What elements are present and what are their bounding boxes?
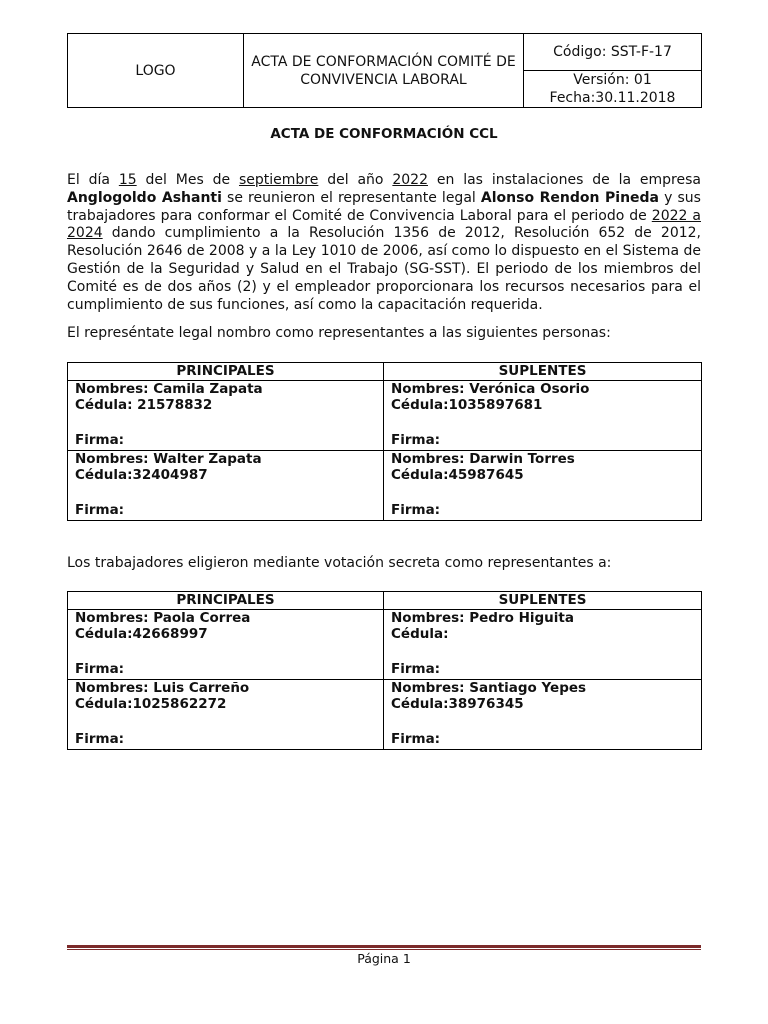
substitute-cell [384,679,702,749]
member-name: Nombres: Luis Carreño [75,679,250,696]
legal-rep-intro: El represéntate legal nombro como representantes a las siguientes personas: [67,325,611,341]
worker-representatives-table [67,591,702,750]
committee-period: 2022 a 2024 [67,207,701,242]
column-header-substitute: SUPLENTES [384,592,702,610]
member-name: Nombres: Darwin Torres [391,450,575,467]
meeting-day: 15 [118,172,137,188]
document-header-table [67,33,702,108]
member-name: Nombres: Camila Zapata [75,380,263,397]
member-id: Cédula:1025862272 [75,696,227,712]
workers-intro: Los trabajadores eligieron mediante votación secreta como representantes a: [67,555,612,571]
intro-text: dando cumplimiento a la Resolución 1356 de 2012, Resolución 652 de 2012, Resolución 2646 de 2008 y a la Ley 1010 de 2006, así como lo dispuesto en el Sistema de Gestión de la Seguridad y Salud en el Trabajo (SG-SST). El periodo de los miembros del Comité es de dos años (2) y el empleador proporcionara los recursos necesarios para el cumplimiento de sus funciones, así como la capacitación requerida. [67,225,701,313]
signature-label: Firma: [75,661,125,677]
signature-label: Firma: [391,432,441,448]
member-name: Nombres: Walter Zapata [75,450,262,467]
member-name: Nombres: Pedro Higuita [391,609,574,626]
table-row [68,380,702,450]
substitute-cell [384,450,702,520]
meeting-year: 2022 [392,172,428,188]
footer-rule [67,945,701,948]
member-name: Nombres: Verónica Osorio [391,380,590,397]
table-row [68,609,702,679]
intro-text: y sus trabajadores para conformar el Comité de Convivencia Laboral para el periodo de [67,189,701,224]
signature-label: Firma: [391,661,441,677]
logo-placeholder: LOGO [68,34,244,108]
signature-label: Firma: [391,731,441,747]
company-name: Anglogoldo Ashanti [67,189,222,206]
header-title [244,34,524,108]
member-id: Cédula: 21578832 [75,397,213,413]
member-id: Cédula:32404987 [75,467,208,483]
member-name: Nombres: Paola Correa [75,609,251,626]
intro-text: del Mes de [136,172,239,188]
header-title-line1: ACTA DE CONFORMACIÓN COMITÉ DE [251,53,516,70]
member-name: Nombres: Santiago Yepes [391,679,587,696]
column-header-principal: PRINCIPALES [68,363,384,381]
employer-representatives-table [67,362,702,521]
principal-cell [68,450,384,520]
principal-cell [68,380,384,450]
meeting-month: septiembre [238,172,319,188]
document-title: ACTA DE CONFORMACIÓN CCL [270,126,498,142]
legal-representative-name: Alonso Rendon Pineda [480,189,659,206]
intro-paragraph [67,172,701,314]
page-number: Página 1 [357,951,411,966]
intro-text: del año [318,172,393,188]
intro-text: en las instalaciones de la empresa [428,172,701,188]
column-header-principal: PRINCIPALES [68,592,384,610]
document-version: Versión: 01 [573,72,652,88]
document-code: Código: SST-F-17 [524,34,702,71]
footer-rule-thin [67,949,701,950]
version-date-cell [524,71,702,108]
header-title-line2: CONVIVENCIA LABORAL [300,71,467,88]
principal-cell [68,679,384,749]
signature-label: Firma: [75,432,125,448]
member-id: Cédula:38976345 [391,696,524,712]
substitute-cell [384,609,702,679]
member-id: Cédula:1035897681 [391,397,543,413]
document-date: Fecha:30.11.2018 [549,90,676,106]
signature-label: Firma: [391,502,441,518]
member-id: Cédula: [391,626,449,642]
table-row [68,450,702,520]
table-row [68,679,702,749]
intro-text: se reunieron el representante legal [221,189,481,206]
principal-cell [68,609,384,679]
substitute-cell [384,380,702,450]
signature-label: Firma: [75,731,125,747]
column-header-substitute: SUPLENTES [384,363,702,381]
intro-text: El día [67,172,119,188]
member-id: Cédula:42668997 [75,626,208,642]
member-id: Cédula:45987645 [391,467,524,483]
signature-label: Firma: [75,502,125,518]
